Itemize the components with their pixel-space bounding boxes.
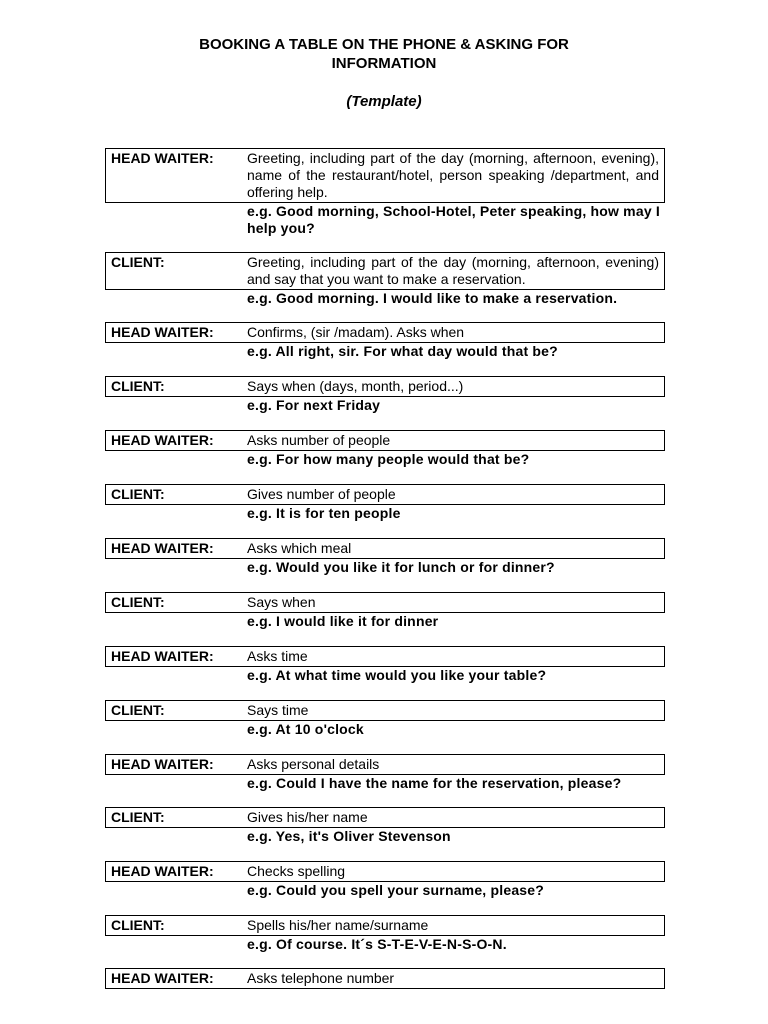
step-description: Greeting, including part of the day (morning, afternoon, evening), name of the restaurant/hotel, person speaking /department, and offering help. bbox=[247, 150, 659, 200]
role-label: CLIENT: bbox=[111, 378, 165, 394]
example-phrase: e.g. Could you spell your surname, please? bbox=[247, 882, 545, 898]
example-phrase: e.g. All right, sir. For what day would that be? bbox=[247, 343, 558, 359]
role-label: HEAD WAITER: bbox=[111, 648, 214, 664]
dialogue-entry bbox=[105, 538, 665, 576]
document-subtitle: (Template) bbox=[346, 93, 422, 110]
step-box bbox=[105, 807, 665, 828]
dialogue-entry bbox=[105, 915, 665, 953]
role-label: HEAD WAITER: bbox=[111, 540, 214, 556]
step-box bbox=[105, 322, 665, 343]
step-description: Confirms, (sir /madam). Asks when bbox=[247, 324, 465, 340]
step-description: Gives number of people bbox=[247, 486, 396, 502]
step-box bbox=[105, 252, 665, 290]
dialogue-entry bbox=[105, 807, 665, 845]
example-phrase: e.g. Yes, it's Oliver Stevenson bbox=[247, 828, 451, 844]
example-phrase: e.g. For how many people would that be? bbox=[247, 451, 530, 467]
step-description: Asks which meal bbox=[247, 540, 352, 556]
step-description: Says time bbox=[247, 702, 309, 718]
document-title bbox=[104, 35, 664, 73]
step-description: Spells his/her name/surname bbox=[247, 917, 429, 933]
step-box bbox=[105, 148, 665, 203]
step-description: Says when (days, month, period...) bbox=[247, 378, 464, 394]
example-phrase: e.g. Good morning, School-Hotel, Peter speaking, how may I help you? bbox=[247, 203, 660, 236]
example-phrase: e.g. It is for ten people bbox=[247, 505, 401, 521]
example-phrase: e.g. Good morning. I would like to make a reservation. bbox=[247, 290, 618, 306]
dialogue-entry bbox=[105, 592, 665, 630]
role-label: HEAD WAITER: bbox=[111, 970, 214, 986]
dialogue-entry bbox=[105, 322, 665, 360]
example-phrase: e.g. I would like it for dinner bbox=[247, 613, 439, 629]
step-box bbox=[105, 915, 665, 936]
step-box bbox=[105, 754, 665, 775]
step-box bbox=[105, 700, 665, 721]
step-description: Greeting, including part of the day (morning, afternoon, evening) and say that you want to make a reservation. bbox=[247, 254, 659, 287]
role-label: CLIENT: bbox=[111, 809, 165, 825]
role-label: HEAD WAITER: bbox=[111, 756, 214, 772]
dialogue-entry bbox=[105, 148, 665, 237]
step-box bbox=[105, 538, 665, 559]
step-box bbox=[105, 484, 665, 505]
example-phrase: e.g. Would you like it for lunch or for dinner? bbox=[247, 559, 555, 575]
dialogue-entry bbox=[105, 968, 665, 989]
example-phrase: e.g. Of course. It´s S-T-E-V-E-N-S-O-N. bbox=[247, 936, 507, 952]
step-description: Asks time bbox=[247, 648, 308, 664]
role-label: HEAD WAITER: bbox=[111, 324, 214, 340]
title-line-2: INFORMATION bbox=[331, 55, 437, 72]
role-label: CLIENT: bbox=[111, 702, 165, 718]
dialogue-entry bbox=[105, 252, 665, 307]
step-description: Asks telephone number bbox=[247, 970, 395, 986]
dialogue-entry bbox=[105, 861, 665, 899]
dialogue-entry bbox=[105, 754, 665, 792]
step-description: Checks spelling bbox=[247, 863, 346, 879]
title-line-1: BOOKING A TABLE ON THE PHONE & ASKING FOR bbox=[199, 36, 569, 53]
role-label: CLIENT: bbox=[111, 917, 165, 933]
role-label: CLIENT: bbox=[111, 486, 165, 502]
dialogue-entry bbox=[105, 484, 665, 522]
role-label: CLIENT: bbox=[111, 254, 165, 270]
step-description: Gives his/her name bbox=[247, 809, 368, 825]
dialogue-entry bbox=[105, 700, 665, 738]
example-phrase: e.g. For next Friday bbox=[247, 397, 381, 413]
step-description: Says when bbox=[247, 594, 316, 610]
step-description: Asks number of people bbox=[247, 432, 391, 448]
step-box bbox=[105, 592, 665, 613]
step-box bbox=[105, 646, 665, 667]
example-phrase: e.g. At what time would you like your table? bbox=[247, 667, 547, 683]
role-label: HEAD WAITER: bbox=[111, 150, 214, 166]
step-box bbox=[105, 861, 665, 882]
dialogue-entry bbox=[105, 646, 665, 684]
step-box bbox=[105, 376, 665, 397]
step-box bbox=[105, 968, 665, 989]
example-phrase: e.g. Could I have the name for the reservation, please? bbox=[247, 775, 622, 791]
role-label: HEAD WAITER: bbox=[111, 432, 214, 448]
dialogue-entry bbox=[105, 376, 665, 414]
step-description: Asks personal details bbox=[247, 756, 380, 772]
role-label: HEAD WAITER: bbox=[111, 863, 214, 879]
example-phrase: e.g. At 10 o'clock bbox=[247, 721, 364, 737]
step-box bbox=[105, 430, 665, 451]
dialogue-entry bbox=[105, 430, 665, 468]
role-label: CLIENT: bbox=[111, 594, 165, 610]
